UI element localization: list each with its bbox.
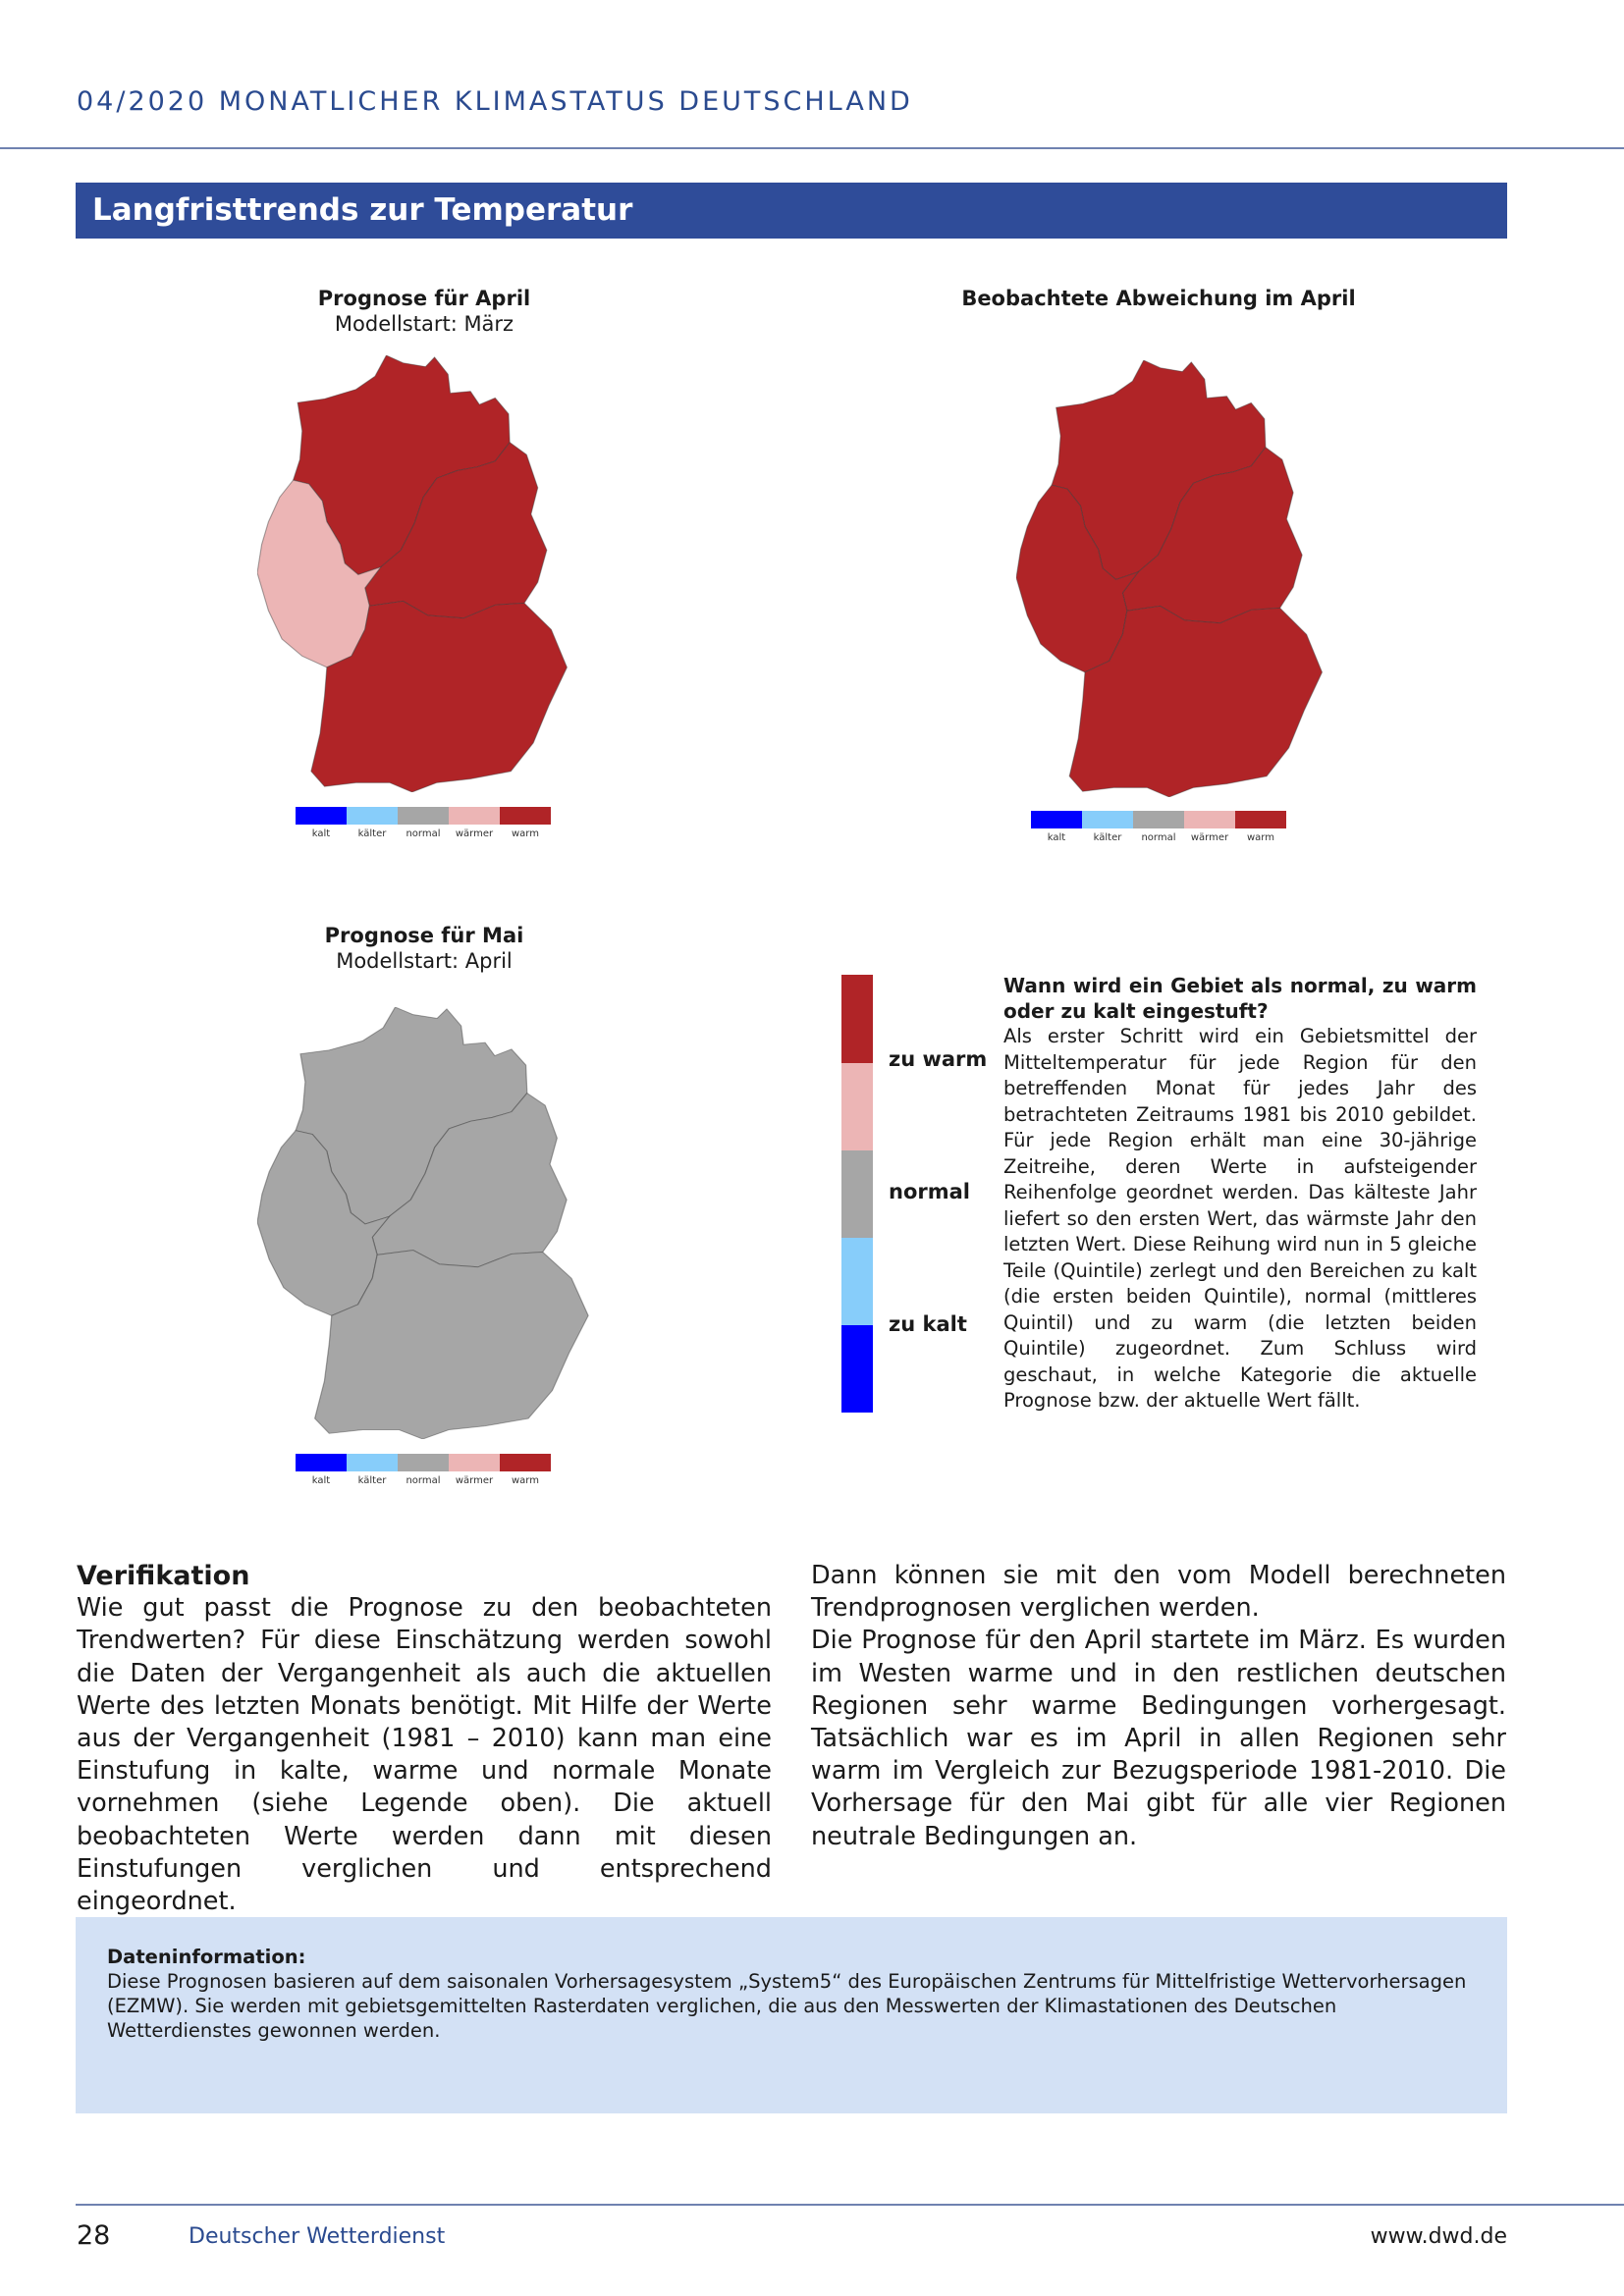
scale-normal: [841, 1150, 873, 1238]
map3-subtitle: Modellstart: April: [336, 949, 513, 973]
scale-kaelter: [841, 1238, 873, 1325]
dateninformation-box: [76, 1917, 1507, 2113]
legend-label: kälter: [357, 1475, 387, 1486]
legend-label: warm: [512, 1475, 539, 1486]
legend-swatch: [1082, 811, 1133, 828]
legend-swatch: [449, 1454, 500, 1471]
legend-swatch: [1184, 811, 1235, 828]
legend-swatch: [347, 807, 398, 825]
map3-title: Prognose für Mai: [324, 924, 524, 947]
dateninformation-heading: Dateninformation:: [107, 1946, 306, 1968]
section-title: Langfristtrends zur Temperatur: [92, 192, 633, 228]
explanation-text: Als erster Schritt wird ein Gebietsmittel der Mitteltemperatur für jede Region für den betreffenden Monat für jedes Jahr des betrachteten Zeitraums 1981 bis 2010 gebildet. Für jede Region erhält man eine 30-jährige Zeitreihe, deren Werte in aufsteigender Reihenfolge geordnet werden. Das kälteste Jahr liefert so den ersten Wert, das wärmste Jahr den letzten Wert. Diese Reihung wird nun in 5 gleiche Teile (Quintile) zerlegt und den Bereichen zu kalt (die ersten beiden Quintile), normal (mittleres Quintil) und zu warm (die letzten beiden Quintile) zugeordnet. Zum Schluss wird geschaut, in welche Kategorie die aktuelle Prognose bzw. der aktuelle Wert fällt.: [1003, 1025, 1477, 1412]
legend-swatch: [1235, 811, 1286, 828]
legend-swatch: [347, 1454, 398, 1471]
legend-swatch: [500, 1454, 551, 1471]
header-divider: [0, 147, 1624, 149]
map-prognose-april: [257, 355, 571, 792]
footer-link[interactable]: www.dwd.de: [1370, 2224, 1507, 2249]
legend-swatch: [398, 1454, 449, 1471]
category-explanation: [1003, 973, 1477, 1415]
legend-label: normal: [406, 828, 441, 839]
legend-swatch: [1133, 811, 1184, 828]
page-header-title: 04/2020 MONATLICHER KLIMASTATUS DEUTSCHLAND: [77, 86, 913, 117]
section-title-bar: [76, 183, 1507, 239]
map1-subtitle: Modellstart: März: [334, 312, 514, 336]
page-number: 28: [77, 2220, 111, 2251]
legend-swatch: [296, 1454, 347, 1471]
category-color-scale: [841, 975, 873, 1413]
verifikation-text-1: Wie gut passt die Prognose zu den beobachteten Trendwerten? Für diese Einschätzung werden sowohl die Daten der Vergangenheit als auch die aktuellen Werte des letzten Monats benötigt. Mit Hilfe der Werte aus der Vergangenheit (1981 – 2010) kann man eine Einstufung in kalte, warme und normale Monate vornehmen (siehe Legende oben). Die aktuell beobachteten Werte werden dann mit diesen Einstufungen verglichen und entsprechend eingeordnet.: [77, 1593, 772, 1917]
legend-label: wärmer: [455, 1475, 494, 1486]
legend-label: kälter: [357, 828, 387, 839]
verifikation-column-2: [811, 1560, 1506, 1853]
legend-label: normal: [1141, 832, 1176, 843]
map-prognose-mai: [257, 1007, 593, 1439]
dateninformation-text: Diese Prognosen basieren auf dem saisonalen Vorhersagesystem „System5“ des Europäischen Zentrums für Mittelfristige Wettervorhersagen (EZMW). Sie werden mit gebietsgemittelten Rasterdaten verglichen, die aus den Messwerten der Klimastationen des Deutschen Wetterdienstes gewonnen werden.: [107, 1970, 1467, 2042]
map1-title: Prognose für April: [317, 287, 531, 310]
map3-legend: [296, 1454, 551, 1489]
legend-label: warm: [512, 828, 539, 839]
verifikation-heading: Verifikation: [77, 1561, 250, 1591]
verifikation-text-2: Dann können sie mit den vom Modell berechneten Trendprognosen verglichen werden.: [811, 1561, 1506, 1624]
map1-legend: [296, 807, 551, 842]
legend-label: kälter: [1093, 832, 1122, 843]
legend-swatch: [449, 807, 500, 825]
legend-swatch: [500, 807, 551, 825]
verifikation-text-3: Die Prognose für den April startete im März. Es wurden im Westen warme und in den restlichen deutschen Regionen sehr warme Bedingungen vorhergesagt. Tatsächlich war es im April in allen Regionen sehr warm im Vergleich zur Bezugsperiode 1981-2010. Die Vorhersage für den Mai gibt für alle vier Regionen neutrale Bedingungen an.: [811, 1626, 1506, 1851]
legend-swatch: [398, 807, 449, 825]
legend-label: kalt: [1047, 832, 1066, 843]
legend-label: kalt: [311, 1475, 331, 1486]
legend-swatch: [296, 807, 347, 825]
footer-divider: [76, 2204, 1624, 2206]
explanation-heading: Wann wird ein Gebiet als normal, zu warm oder zu kalt eingestuft?: [1003, 974, 1477, 1023]
verifikation-column-1: [77, 1560, 772, 1918]
scale-warm: [841, 975, 873, 1063]
scale-label-normal: normal: [889, 1180, 970, 1203]
scale-label-zu-warm: zu warm: [889, 1047, 988, 1071]
legend-label: warm: [1247, 832, 1274, 843]
map2-legend: [1031, 811, 1286, 846]
legend-label: kalt: [311, 828, 331, 839]
scale-label-zu-kalt: zu kalt: [889, 1312, 967, 1336]
legend-label: normal: [406, 1475, 441, 1486]
legend-swatch: [1031, 811, 1082, 828]
legend-label: wärmer: [1190, 832, 1229, 843]
map2-title: Beobachtete Abweichung im April: [961, 287, 1356, 310]
map-beobachtet-april: [1016, 360, 1326, 797]
legend-label: wärmer: [455, 828, 494, 839]
scale-waermer: [841, 1063, 873, 1150]
footer-organization: Deutscher Wetterdienst: [189, 2224, 446, 2249]
scale-kalt: [841, 1325, 873, 1413]
